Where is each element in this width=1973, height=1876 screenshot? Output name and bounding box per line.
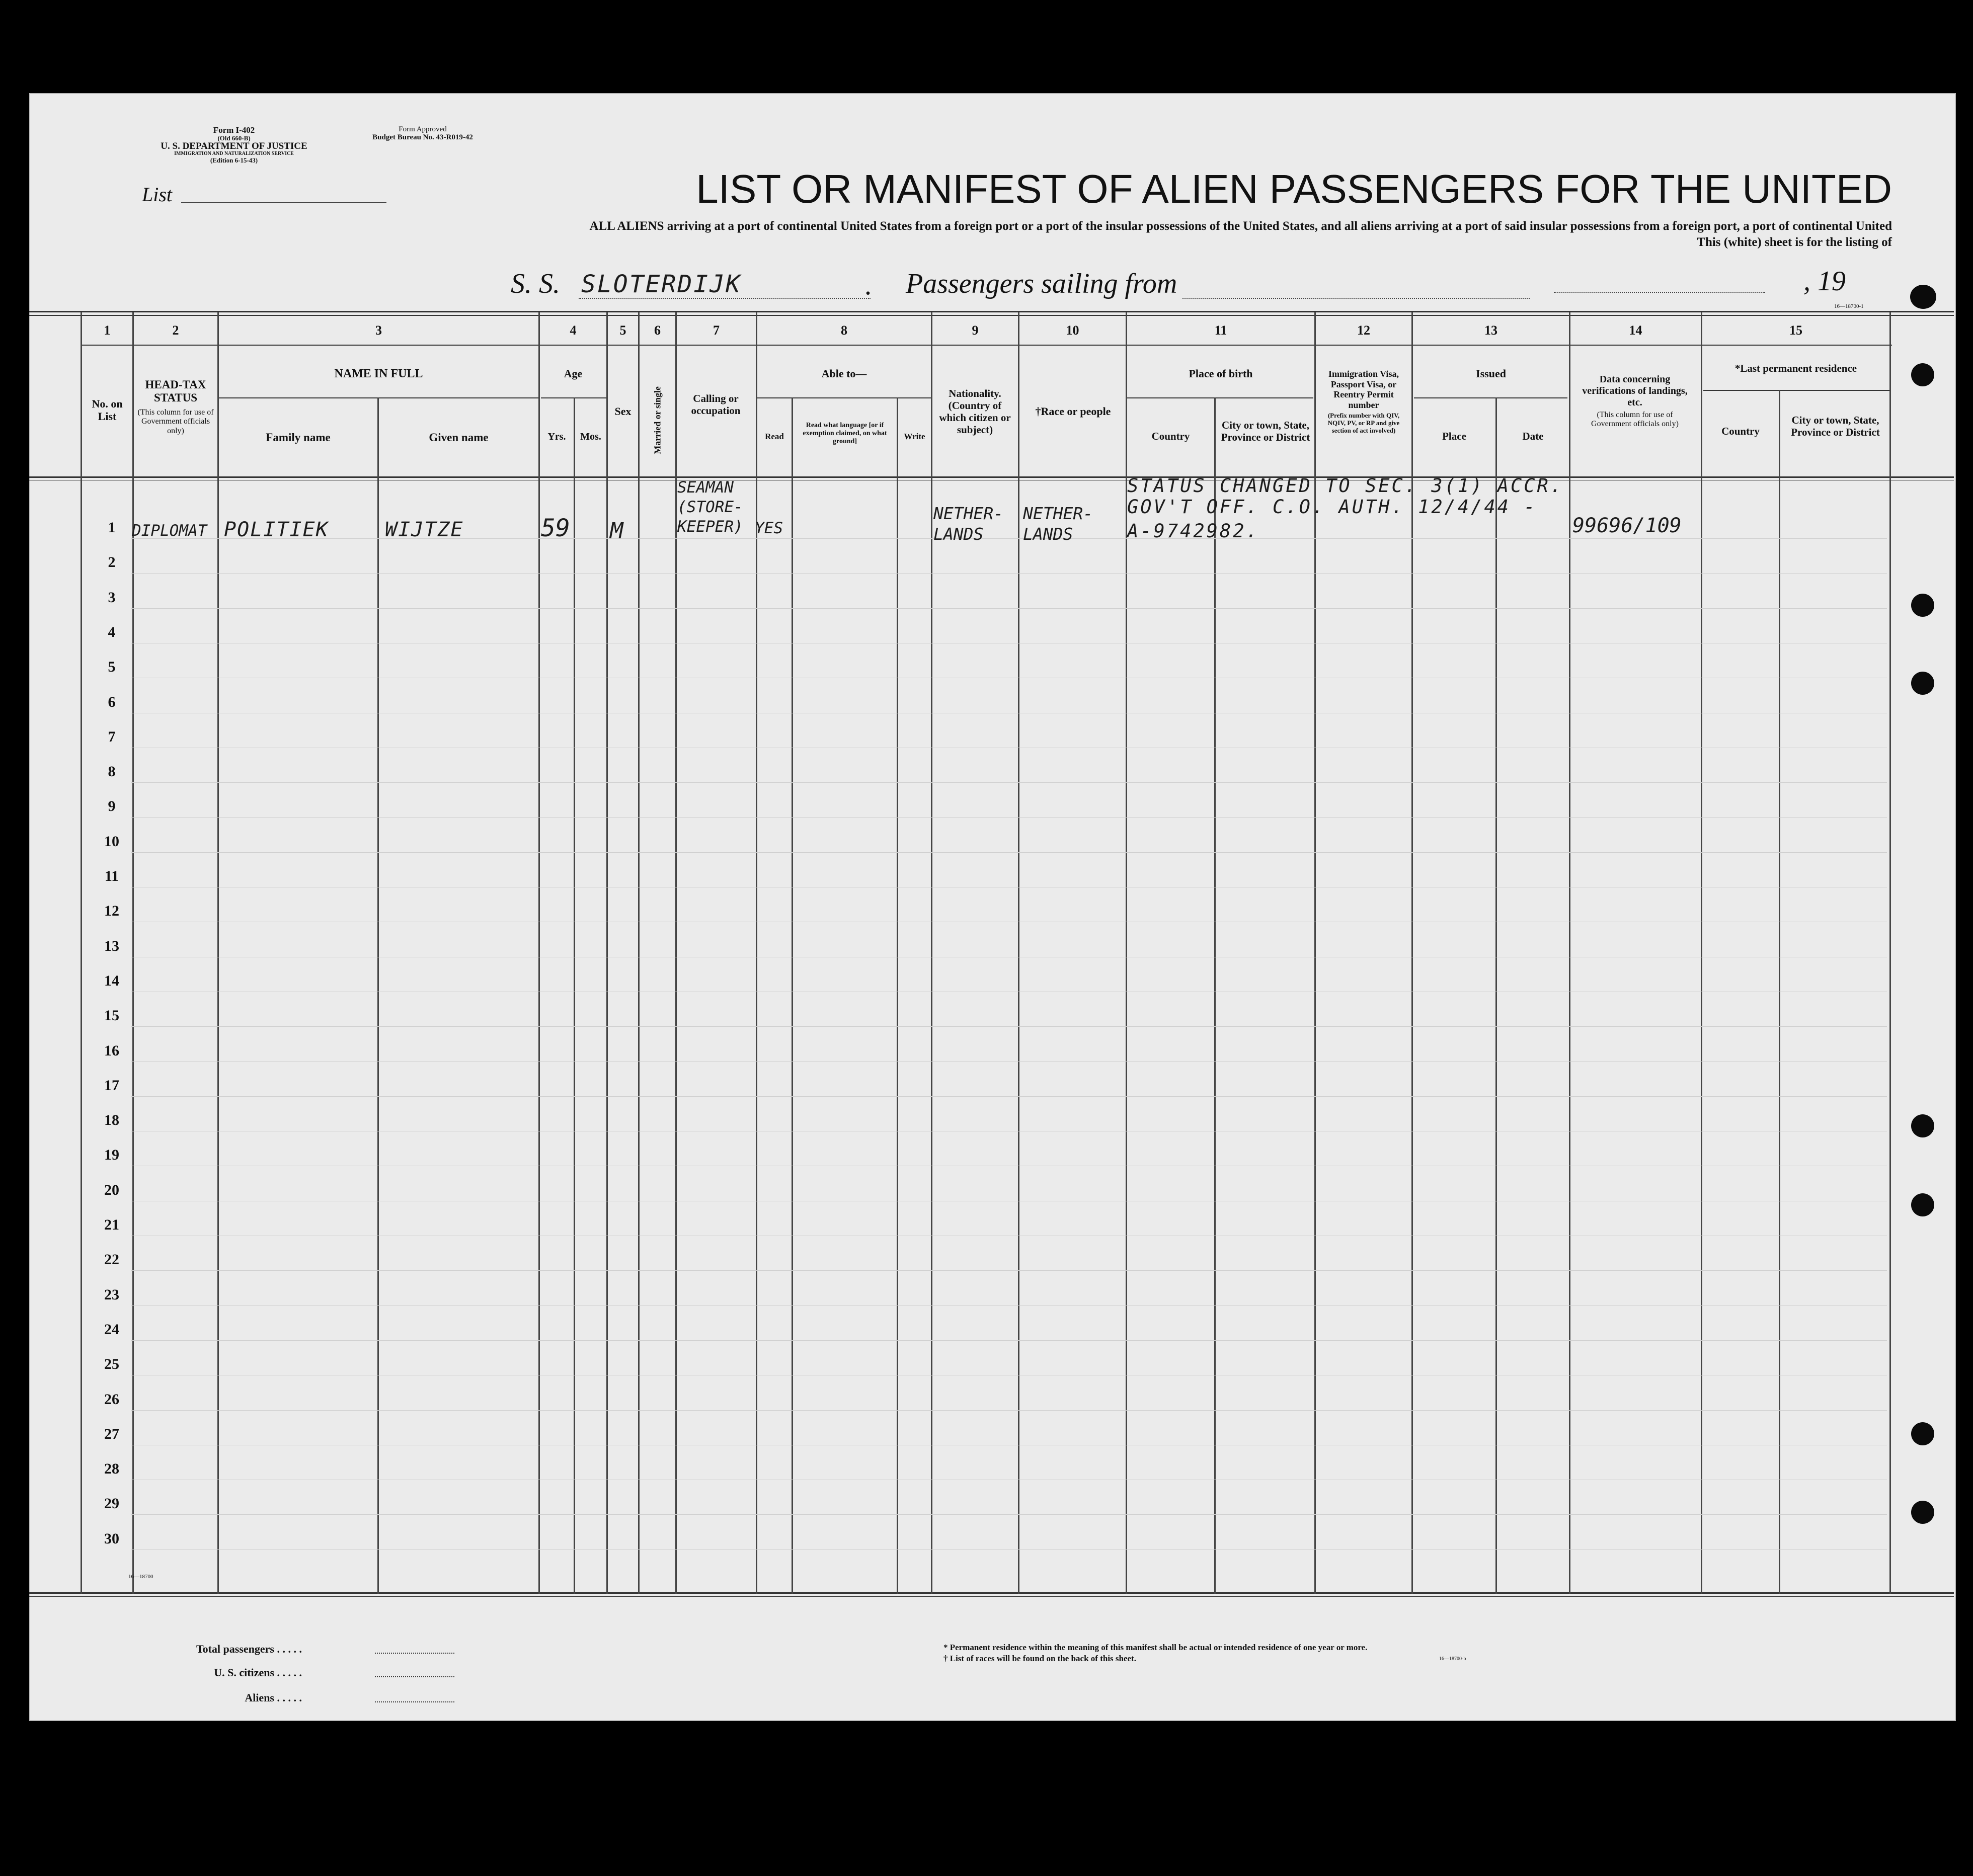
department: U. S. DEPARTMENT OF JUSTICE xyxy=(161,141,307,152)
print-code-bottom: 16—18700 xyxy=(128,1574,153,1580)
entry-occupation-3: KEEPER) xyxy=(677,518,743,536)
entry-annotation-3: A-9742982. xyxy=(1127,520,1259,542)
header-last-residence: *Last permanent residence xyxy=(1734,362,1857,374)
edition: (Edition 6-15-43) xyxy=(210,156,258,164)
row-rule xyxy=(131,573,1887,574)
budget-number: Budget Bureau No. 43-R019-42 xyxy=(372,133,473,141)
table-top-rule xyxy=(29,311,1954,312)
entry-family-name: POLITIEK xyxy=(224,518,329,541)
entry-annotation xyxy=(1127,475,1563,542)
entry-nationality xyxy=(933,503,1003,544)
us-citizens-label: U. S. citizens . . . . . xyxy=(214,1666,302,1679)
total-passengers-label: Total passengers . . . . . xyxy=(196,1643,302,1655)
col-line-c xyxy=(217,312,219,1594)
entry-occupation-2: (STORE- xyxy=(677,498,743,516)
punch-hole xyxy=(1911,594,1934,617)
header-birth-city: City or town, State, Province or District xyxy=(1221,419,1310,444)
service: IMMIGRATION AND NATURALIZATION SERVICE xyxy=(174,151,294,157)
col-num-6: 6 xyxy=(654,323,661,338)
row-number: 1 xyxy=(108,519,116,536)
period: . xyxy=(864,270,872,301)
entry-sex: M xyxy=(610,518,623,544)
punch-hole xyxy=(1911,1422,1934,1445)
row-number: 29 xyxy=(104,1495,119,1512)
row-rule xyxy=(131,782,1887,783)
visa-title: Immigration Visa, Passport Visa, or Reentry Permit number xyxy=(1328,369,1399,411)
header-mos: Mos. xyxy=(580,431,601,442)
row-number: 14 xyxy=(104,972,119,989)
header-visa xyxy=(1318,369,1409,435)
col-num-15: 15 xyxy=(1789,323,1802,338)
col-line-j xyxy=(756,312,757,1594)
row-number: 11 xyxy=(104,868,119,884)
col-line-s xyxy=(1495,397,1497,1594)
header-birth-country: Country xyxy=(1151,430,1190,442)
form-id-block xyxy=(128,126,340,164)
row-number: 23 xyxy=(104,1286,119,1303)
col-line-t xyxy=(1569,312,1570,1594)
form-number: Form I-402 xyxy=(213,125,255,135)
row-number: 22 xyxy=(104,1251,119,1268)
col-num-3: 3 xyxy=(375,323,382,338)
list-line xyxy=(181,202,386,203)
header-married: Married or single xyxy=(652,386,663,454)
col-line-w xyxy=(1889,312,1891,1594)
entry-head-tax: DIPLOMAT xyxy=(132,522,207,540)
row-number: 26 xyxy=(104,1391,119,1408)
punch-hole xyxy=(1911,1501,1934,1524)
row-rule xyxy=(131,1096,1887,1097)
header-res-country: Country xyxy=(1721,425,1760,437)
data-concerning-title: Data concerning verifications of landings, etc. xyxy=(1582,374,1688,408)
print-code-top: 16—18700-1 xyxy=(1834,303,1864,309)
col-num-8: 8 xyxy=(841,323,847,338)
row-rule xyxy=(131,608,1887,609)
header-given-name: Given name xyxy=(429,431,489,444)
entry-race-2: LANDS xyxy=(1023,524,1073,544)
able-sub-rule xyxy=(757,397,931,398)
header-sex: Sex xyxy=(614,405,632,418)
form-old-number: (Old 660-B) xyxy=(217,134,251,142)
header-no-on-list: No. on List xyxy=(92,397,123,423)
entry-age: 59 xyxy=(541,514,570,542)
page-title: LIST OR MANIFEST OF ALIEN PASSENGERS FOR THE UNITED xyxy=(696,167,1892,211)
row-number: 18 xyxy=(104,1112,119,1129)
entry-annotation-1: STATUS CHANGED TO SEC. 3(1) ACCR. xyxy=(1127,475,1564,497)
row-number: 9 xyxy=(108,798,116,815)
row-number: 2 xyxy=(108,554,116,571)
row-rule xyxy=(131,1340,1887,1341)
col-num-12: 12 xyxy=(1357,323,1370,338)
issued-sub-rule xyxy=(1414,397,1567,398)
col-num-5: 5 xyxy=(619,323,626,338)
header-read-language: Read what language [or if exemption claimed, on what ground] xyxy=(803,422,887,446)
aliens-label: Aliens . . . . . xyxy=(245,1691,302,1704)
row-number: 17 xyxy=(104,1077,119,1094)
col-line-u xyxy=(1701,312,1702,1594)
row-number: 4 xyxy=(108,623,116,640)
row-number: 12 xyxy=(104,903,119,920)
data-concerning-note: (This column for use of Government officials only) xyxy=(1591,411,1679,429)
col-line-h xyxy=(638,312,640,1594)
row-number: 27 xyxy=(104,1425,119,1442)
entry-race-1: NETHER- xyxy=(1023,504,1093,523)
row-rule xyxy=(131,1410,1887,1411)
row-number: 21 xyxy=(104,1216,119,1233)
row-number: 25 xyxy=(104,1356,119,1373)
col-line-g xyxy=(606,312,608,1594)
col-line-n xyxy=(1018,312,1019,1594)
visa-note: (Prefix number with QIV, NQIV, PV, or RP and give section of act involved) xyxy=(1327,411,1400,434)
punch-hole xyxy=(1911,363,1934,386)
print-code-right: 16—18700-b xyxy=(1439,1656,1466,1662)
row-number: 19 xyxy=(104,1147,119,1164)
row-number: 15 xyxy=(104,1007,119,1024)
header-read: Read xyxy=(765,432,784,441)
entry-nationality-2: LANDS xyxy=(933,524,984,544)
header-calling: Calling or occupation xyxy=(691,392,741,417)
row-number: 24 xyxy=(104,1321,119,1338)
list-label: List xyxy=(142,183,173,206)
col-num-1: 1 xyxy=(104,323,111,338)
header-write: Write xyxy=(904,432,925,441)
ship-name: SLOTERDIJK xyxy=(581,270,742,298)
birth-sub-rule xyxy=(1127,397,1313,398)
total-passengers-line xyxy=(375,1653,454,1654)
row-number: 30 xyxy=(104,1530,119,1547)
col-num-7: 7 xyxy=(713,323,720,338)
header-place-of-birth: Place of birth xyxy=(1189,367,1253,380)
entry-read: YES xyxy=(755,519,783,537)
col-line-e xyxy=(538,312,540,1594)
year-label: , 19 xyxy=(1803,266,1846,297)
row-rule xyxy=(131,1514,1887,1515)
entry-race xyxy=(1023,503,1093,544)
row-number: 13 xyxy=(104,937,119,954)
col-line-l xyxy=(897,397,898,1594)
entry-occupation-1: SEAMAN xyxy=(677,478,734,497)
header-issued-place: Place xyxy=(1442,430,1466,442)
row-rule xyxy=(131,817,1887,818)
header-res-city: City or town, State, Province or District xyxy=(1791,414,1880,439)
punch-hole xyxy=(1911,1193,1934,1216)
footnote-residence: * Permanent residence within the meaning of this manifest shall be actual or intended residence of one year or more. xyxy=(943,1643,1368,1652)
header-name-in-full: NAME IN FULL xyxy=(334,367,423,380)
col-line-p xyxy=(1214,397,1216,1594)
entry-annotation-2: GOV'T OFF. C.O. AUTH. 12/4/44 - xyxy=(1127,496,1537,518)
header-data-concerning xyxy=(1580,374,1690,429)
footnote-races: † List of races will be found on the back of this sheet. xyxy=(943,1654,1136,1663)
header-yrs: Yrs. xyxy=(547,431,566,442)
row-number: 10 xyxy=(104,833,119,850)
col-num-11: 11 xyxy=(1214,323,1227,338)
col-line-i xyxy=(675,312,677,1594)
table-bottom-rule xyxy=(29,1592,1954,1594)
header-head-tax xyxy=(136,378,215,436)
col-line-k xyxy=(792,397,793,1594)
row-number: 28 xyxy=(104,1460,119,1478)
row-rule xyxy=(131,1026,1887,1027)
header-nationality: Nationality. (Country of which citizen or subject) xyxy=(939,387,1011,436)
table-top-rule-2 xyxy=(29,315,1954,316)
row-number: 6 xyxy=(108,693,116,710)
col-num-13: 13 xyxy=(1484,323,1497,338)
row-number: 8 xyxy=(108,763,116,780)
punch-hole xyxy=(1910,285,1936,309)
sailing-label: Passengers sailing from xyxy=(906,268,1177,299)
row-rule xyxy=(131,1549,1887,1550)
head-tax-title: HEAD-TAX STATUS xyxy=(145,378,206,404)
col-num-4: 4 xyxy=(570,323,577,338)
col-num-2: 2 xyxy=(172,323,179,338)
row-number: 20 xyxy=(104,1181,119,1198)
header-bottom-rule xyxy=(29,476,1954,478)
subtitle-2: This (white) sheet is for the listing of xyxy=(1697,235,1892,249)
header-able-to: Able to— xyxy=(821,367,867,380)
residence-sub-rule xyxy=(1703,390,1889,391)
entry-given-name: WIJTZE xyxy=(385,518,464,541)
header-race: †Race or people xyxy=(1035,405,1111,418)
entry-verification-data: 99696/109 xyxy=(1572,514,1682,537)
col-num-10: 10 xyxy=(1066,323,1079,338)
header-issued-date: Date xyxy=(1522,430,1544,442)
row-rule xyxy=(131,1270,1887,1271)
col-num-14: 14 xyxy=(1629,323,1642,338)
approval-block xyxy=(352,126,493,142)
aliens-line xyxy=(375,1701,454,1702)
ss-label: S. S. xyxy=(511,268,560,299)
us-citizens-line xyxy=(375,1676,454,1677)
head-tax-note: (This column for use of Government officials only) xyxy=(137,407,214,435)
col-line-m xyxy=(931,312,932,1594)
header-issued: Issued xyxy=(1476,367,1506,380)
col-number-rule xyxy=(81,345,1892,346)
sailing-line xyxy=(1182,298,1530,299)
header-family-name: Family name xyxy=(266,431,331,444)
row-number: 16 xyxy=(104,1042,119,1059)
punch-hole xyxy=(1911,672,1934,695)
col-line-d xyxy=(377,397,379,1594)
row-number: 5 xyxy=(108,659,116,676)
row-rule xyxy=(131,852,1887,853)
form-approved: Form Approved xyxy=(399,125,447,133)
punch-hole xyxy=(1911,1114,1934,1137)
subtitle: ALL ALIENS arriving at a port of continental United States from a foreign port or a port of the insular possessions of the United States, and all aliens arriving at a port of said insular possessions from a foreign port, a port of continental United xyxy=(589,219,1892,233)
row-number: 3 xyxy=(108,589,116,606)
col-line-f xyxy=(574,397,575,1594)
entry-occupation xyxy=(677,478,743,537)
col-num-9: 9 xyxy=(972,323,979,338)
entry-nationality-1: NETHER- xyxy=(933,504,1004,523)
header-age: Age xyxy=(564,367,583,380)
row-number: 7 xyxy=(108,728,116,745)
table-bottom-rule-2 xyxy=(29,1596,1954,1597)
ship-name-line xyxy=(579,298,871,299)
